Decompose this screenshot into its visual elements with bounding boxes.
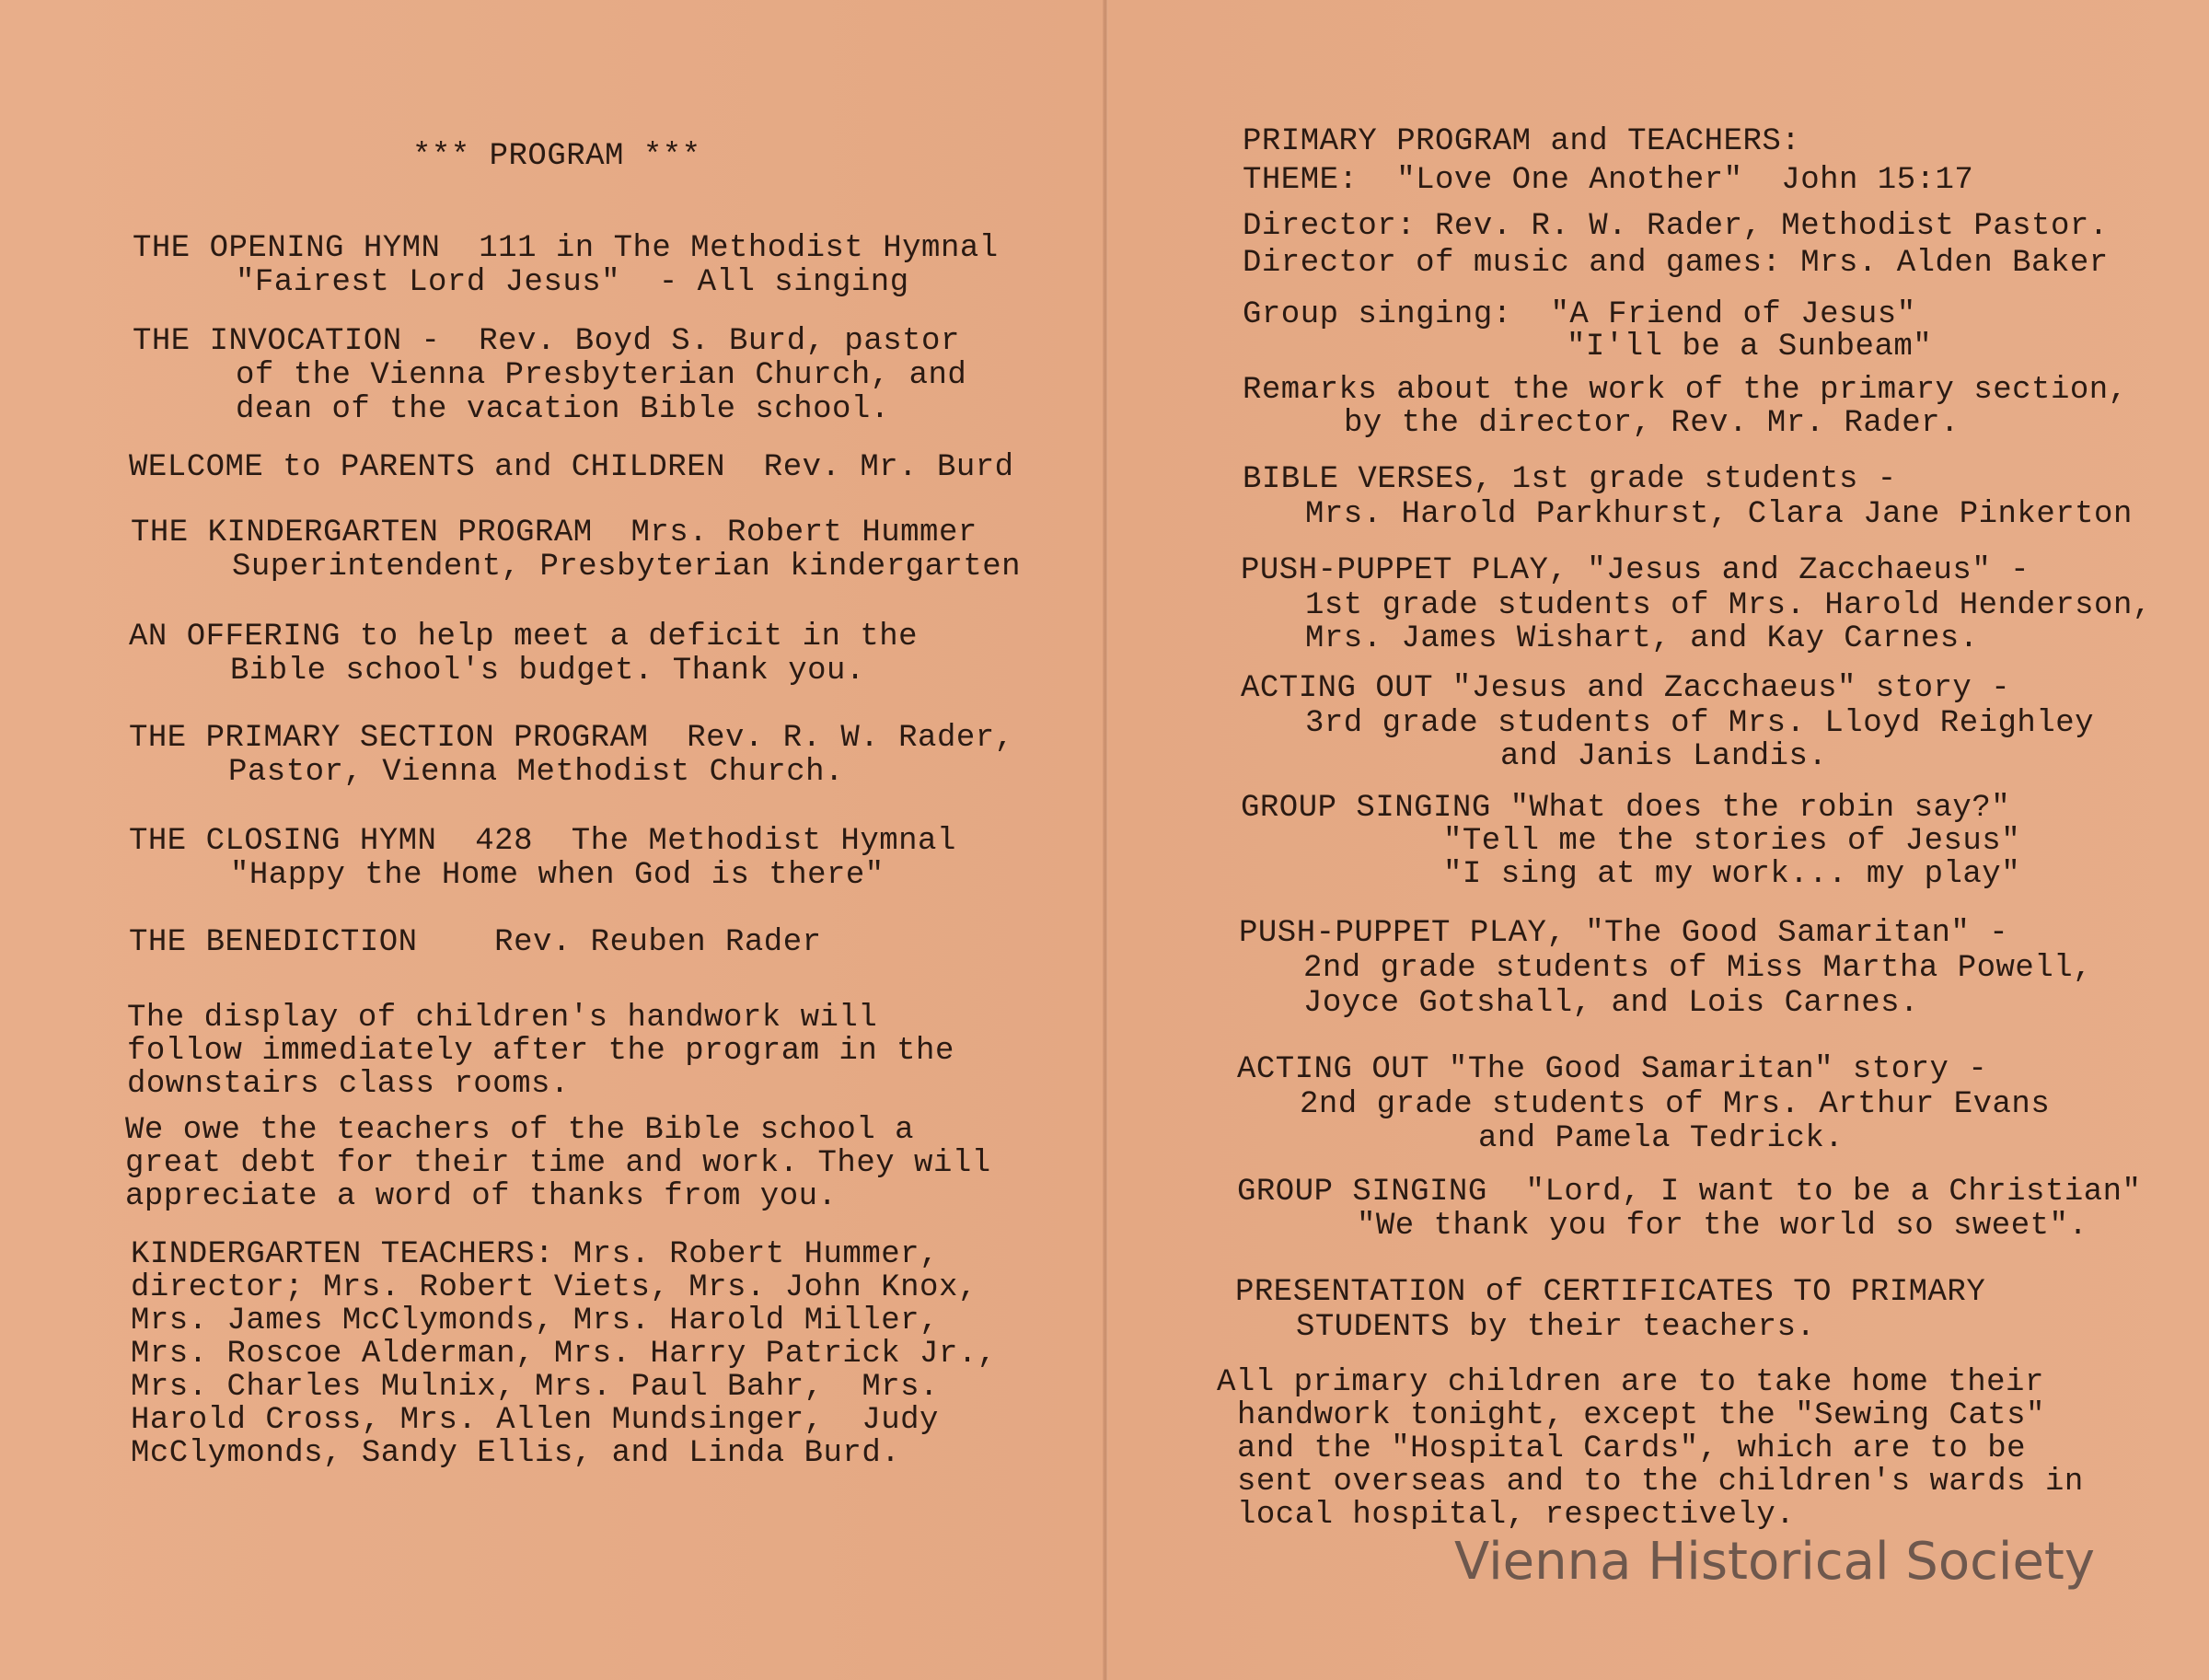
primary-heading: PRIMARY PROGRAM and TEACHERS:: [1243, 124, 1801, 159]
group-singing-3: GROUP SINGING "Lord, I want to be a Christian": [1237, 1175, 2142, 1210]
group-singing-1-detail: "I'll be a Sunbeam": [1567, 330, 1933, 365]
remarks: Remarks about the work of the primary section,: [1243, 373, 2128, 408]
closing-note-2: handwork tonight, except the "Sewing Cats": [1237, 1398, 2045, 1433]
acting-out-2-detail-2: and Pamela Tedrick.: [1478, 1121, 1845, 1156]
kindergarten-teachers-6: Harold Cross, Mrs. Allen Mundsinger, Judy: [131, 1403, 939, 1438]
display-note-1: The display of children's handwork will: [127, 1001, 878, 1036]
remarks-detail: by the director, Rev. Mr. Rader.: [1344, 406, 1960, 441]
invocation: THE INVOCATION - Rev. Boyd S. Burd, pastor: [133, 324, 960, 359]
display-note-3: downstairs class rooms.: [127, 1067, 570, 1102]
bible-verses-detail: Mrs. Harold Parkhurst, Clara Jane Pinkerton: [1305, 497, 2133, 532]
offering: AN OFFERING to help meet a deficit in the: [129, 620, 919, 655]
primary-section-program-detail: Pastor, Vienna Methodist Church.: [228, 755, 844, 790]
director: Director: Rev. R. W. Rader, Methodist Pastor.: [1243, 209, 2109, 244]
acting-out-2-detail-1: 2nd grade students of Mrs. Arthur Evans: [1300, 1087, 2051, 1122]
welcome: WELCOME to PARENTS and CHILDREN Rev. Mr. Burd: [129, 450, 1014, 485]
watermark: Vienna Historical Society: [1454, 1532, 2096, 1592]
acting-out-1-detail-1: 3rd grade students of Mrs. Lloyd Reighley: [1305, 706, 2095, 741]
thanks-note-3: appreciate a word of thanks from you.: [125, 1179, 838, 1214]
music-director: Director of music and games: Mrs. Alden Baker: [1243, 246, 2109, 281]
display-note-2: follow immediately after the program in the: [127, 1034, 954, 1069]
closing-note-5: local hospital, respectively.: [1237, 1498, 1796, 1533]
closing-hymn-detail: "Happy the Home when God is there": [230, 858, 885, 893]
center-fold: [1103, 0, 1108, 1680]
acting-out-1: ACTING OUT "Jesus and Zacchaeus" story -: [1241, 671, 2011, 706]
closing-note-3: and the "Hospital Cards", which are to be: [1237, 1431, 2027, 1466]
closing-hymn: THE CLOSING HYMN 428 The Methodist Hymnal: [129, 824, 956, 859]
acting-out-1-detail-2: and Janis Landis.: [1500, 739, 1828, 774]
push-puppet-1-detail-2: Mrs. James Wishart, and Kay Carnes.: [1305, 621, 1979, 656]
kindergarten-program-detail: Superintendent, Presbyterian kindergarten: [232, 550, 1022, 585]
group-singing-2: GROUP SINGING "What does the robin say?": [1241, 791, 2011, 826]
push-puppet-1-detail-1: 1st grade students of Mrs. Harold Henderson,: [1305, 588, 2152, 623]
kindergarten-teachers-1: KINDERGARTEN TEACHERS: Mrs. Robert Hummer,: [131, 1237, 939, 1272]
kindergarten-teachers-5: Mrs. Charles Mulnix, Mrs. Paul Bahr, Mrs.: [131, 1370, 939, 1405]
push-puppet-1: PUSH-PUPPET PLAY, "Jesus and Zacchaeus" -: [1241, 553, 2030, 588]
kindergarten-teachers-4: Mrs. Roscoe Alderman, Mrs. Harry Patrick Jr.,: [131, 1337, 997, 1372]
push-puppet-2-detail-2: Joyce Gotshall, and Lois Carnes.: [1303, 986, 1919, 1021]
benediction: THE BENEDICTION Rev. Reuben Rader: [129, 925, 822, 960]
opening-hymn-detail: "Fairest Lord Jesus" - All singing: [236, 265, 909, 300]
kindergarten-program: THE KINDERGARTEN PROGRAM Mrs. Robert Hummer: [131, 516, 977, 550]
group-singing-2-detail-1: "Tell me the stories of Jesus": [1443, 824, 2021, 859]
kindergarten-teachers-2: director; Mrs. Robert Viets, Mrs. John Knox,: [131, 1270, 977, 1305]
closing-note-1: All primary children are to take home their: [1217, 1365, 2044, 1400]
push-puppet-2: PUSH-PUPPET PLAY, "The Good Samaritan" -: [1239, 916, 2009, 951]
kindergarten-teachers-3: Mrs. James McClymonds, Mrs. Harold Miller,: [131, 1303, 939, 1338]
group-singing-3-detail: "We thank you for the world so sweet".: [1357, 1209, 2088, 1244]
invocation-detail-2: dean of the vacation Bible school.: [236, 392, 890, 427]
closing-note-4: sent overseas and to the children's wards in: [1237, 1465, 2084, 1500]
theme: THEME: "Love One Another" John 15:17: [1243, 163, 1974, 198]
opening-hymn: THE OPENING HYMN 111 in The Methodist Hymnal: [133, 231, 999, 266]
group-singing-2-detail-2: "I sing at my work... my play": [1443, 857, 2021, 892]
thanks-note-2: great debt for their time and work. They will: [125, 1146, 991, 1181]
invocation-detail-1: of the Vienna Presbyterian Church, and: [236, 358, 967, 393]
primary-section-program: THE PRIMARY SECTION PROGRAM Rev. R. W. Rader,: [129, 721, 1014, 756]
acting-out-2: ACTING OUT "The Good Samaritan" story -: [1237, 1052, 1988, 1087]
program-title: *** PROGRAM ***: [412, 139, 701, 174]
presentation: PRESENTATION of CERTIFICATES TO PRIMARY: [1235, 1275, 1986, 1310]
kindergarten-teachers-7: McClymonds, Sandy Ellis, and Linda Burd.: [131, 1436, 901, 1471]
push-puppet-2-detail-1: 2nd grade students of Miss Martha Powell,: [1303, 951, 2093, 986]
bible-verses: BIBLE VERSES, 1st grade students -: [1243, 462, 1897, 497]
thanks-note-1: We owe the teachers of the Bible school a: [125, 1113, 915, 1148]
offering-detail: Bible school's budget. Thank you.: [230, 654, 865, 689]
group-singing-1: Group singing: "A Friend of Jesus": [1243, 297, 1916, 332]
presentation-detail: STUDENTS by their teachers.: [1296, 1310, 1816, 1345]
